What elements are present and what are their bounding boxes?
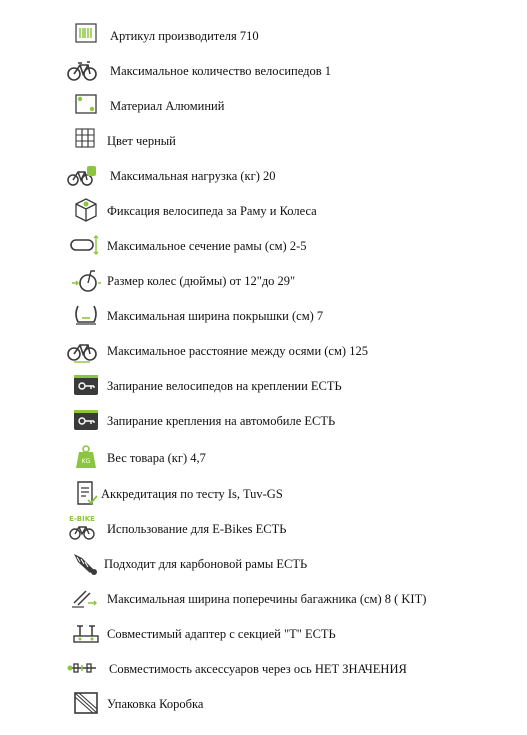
spec-value: 4,7 (190, 451, 206, 465)
spec-value: Is, Tuv-GS (227, 487, 283, 501)
spec-value: 125 (349, 344, 368, 358)
spec-text (107, 591, 426, 607)
wheel-size-icon (70, 265, 102, 295)
spec-text (107, 343, 368, 359)
spec-value: 20 (263, 169, 276, 183)
spec-row (0, 513, 527, 548)
spec-label: Вес товара (кг) (107, 451, 188, 465)
spec-row (0, 265, 527, 300)
box-icon (70, 688, 102, 718)
barcode-icon (70, 20, 102, 50)
spec-label: Использование для E-Bikes (107, 522, 253, 536)
spec-value: ЕСТЬ (255, 522, 287, 536)
spec-label: Максимальное расстояние между осями (см) (107, 344, 347, 358)
spec-label: Максимальная ширина поперечины багажника (см) (107, 592, 382, 606)
weight-icon (70, 442, 102, 472)
spec-row (0, 20, 527, 55)
ebike-icon (66, 513, 98, 543)
material-icon (70, 90, 102, 120)
spec-text (107, 378, 342, 394)
spec-label: Совместимый адаптер с секцией "T" (107, 627, 302, 641)
spec-text (104, 556, 307, 572)
spec-text (107, 521, 286, 537)
spec-value: 710 (239, 29, 259, 43)
spec-value: ЕСТЬ (276, 557, 308, 571)
spec-value: 1 (324, 64, 332, 78)
spec-value: 8 ( KIT) (384, 592, 427, 606)
spec-row (0, 548, 527, 583)
spec-text (107, 450, 206, 466)
tire-width-icon (70, 300, 102, 330)
spec-row (0, 160, 527, 195)
spec-row (0, 370, 527, 405)
spec-label: Размер колес (дюймы) (107, 274, 227, 288)
spec-row (0, 230, 527, 265)
spec-text (101, 486, 283, 502)
spec-value: Алюминий (165, 99, 225, 113)
t-adapter-icon (70, 618, 102, 648)
spec-label: Запирание крепления на автомобиле (107, 414, 302, 428)
spec-row (0, 90, 527, 125)
spec-value: НЕТ ЗНАЧЕНИЯ (314, 662, 407, 676)
spec-text (107, 308, 323, 324)
spec-value: 7 (316, 309, 324, 323)
bike-fixation-icon (70, 195, 102, 225)
spec-row (0, 405, 527, 440)
spec-row (0, 125, 527, 160)
thru-axle-icon (66, 653, 98, 683)
spec-text (107, 696, 203, 712)
certificate-icon (70, 478, 102, 508)
spec-text (107, 133, 176, 149)
spec-value: черный (136, 134, 176, 148)
car-lock-icon (70, 405, 102, 435)
spec-label: Фиксация велосипеда за (107, 204, 237, 218)
spec-label: Артикул производителя (110, 29, 237, 43)
frame-section-icon (68, 230, 100, 260)
spec-label: Максимальное количество велосипедов (110, 64, 322, 78)
color-swatch-icon (70, 125, 102, 155)
spec-text (110, 63, 331, 79)
spec-value: Раму и Колеса (239, 204, 317, 218)
spec-row (0, 653, 527, 688)
spec-text (110, 168, 276, 184)
spec-value: ЕСТЬ (310, 379, 342, 393)
spec-label: Максимальное сечение рамы (см) (107, 239, 287, 253)
spec-value: ЕСТЬ (304, 414, 336, 428)
spec-label: Максимальная ширина покрышки (см) (107, 309, 314, 323)
spec-text (110, 28, 259, 44)
spec-row (0, 300, 527, 335)
spec-row (0, 442, 527, 477)
spec-text (110, 98, 224, 114)
crossbar-width-icon (68, 583, 100, 613)
bike-load-icon (66, 160, 98, 190)
spec-label: Упаковка (107, 697, 157, 711)
spec-text (107, 413, 335, 429)
spec-text (107, 273, 295, 289)
spec-value: ЕСТЬ (304, 627, 336, 641)
spec-text (109, 661, 407, 677)
lock-key-icon (70, 370, 102, 400)
spec-value: от 12"до 29" (229, 274, 296, 288)
ebike-badge-text: E-BIKE (69, 515, 95, 523)
spec-row (0, 195, 527, 230)
spec-row (0, 688, 527, 723)
spec-label: Аккредитация по тесту (101, 487, 225, 501)
weight-badge-text: KG (81, 458, 91, 465)
spec-label: Максимальная нагрузка (кг) (110, 169, 260, 183)
spec-value: 2-5 (289, 239, 307, 253)
spec-text (107, 626, 336, 642)
spec-row (0, 583, 527, 618)
spec-label: Запирание велосипедов на креплении (107, 379, 308, 393)
spec-label: Материал (110, 99, 163, 113)
carbon-frame-icon (70, 548, 102, 578)
spec-row (0, 478, 527, 513)
spec-row (0, 55, 527, 90)
spec-row (0, 618, 527, 653)
spec-text (107, 238, 306, 254)
spec-label: Совместимость аксессуаров через ось (109, 662, 312, 676)
spec-label: Подходит для карбоновой рамы (104, 557, 274, 571)
spec-value: Коробка (159, 697, 204, 711)
bicycle-icon (66, 55, 98, 85)
spec-row (0, 335, 527, 370)
spec-text (107, 203, 317, 219)
spec-label: Цвет (107, 134, 133, 148)
axle-distance-icon (66, 335, 98, 365)
